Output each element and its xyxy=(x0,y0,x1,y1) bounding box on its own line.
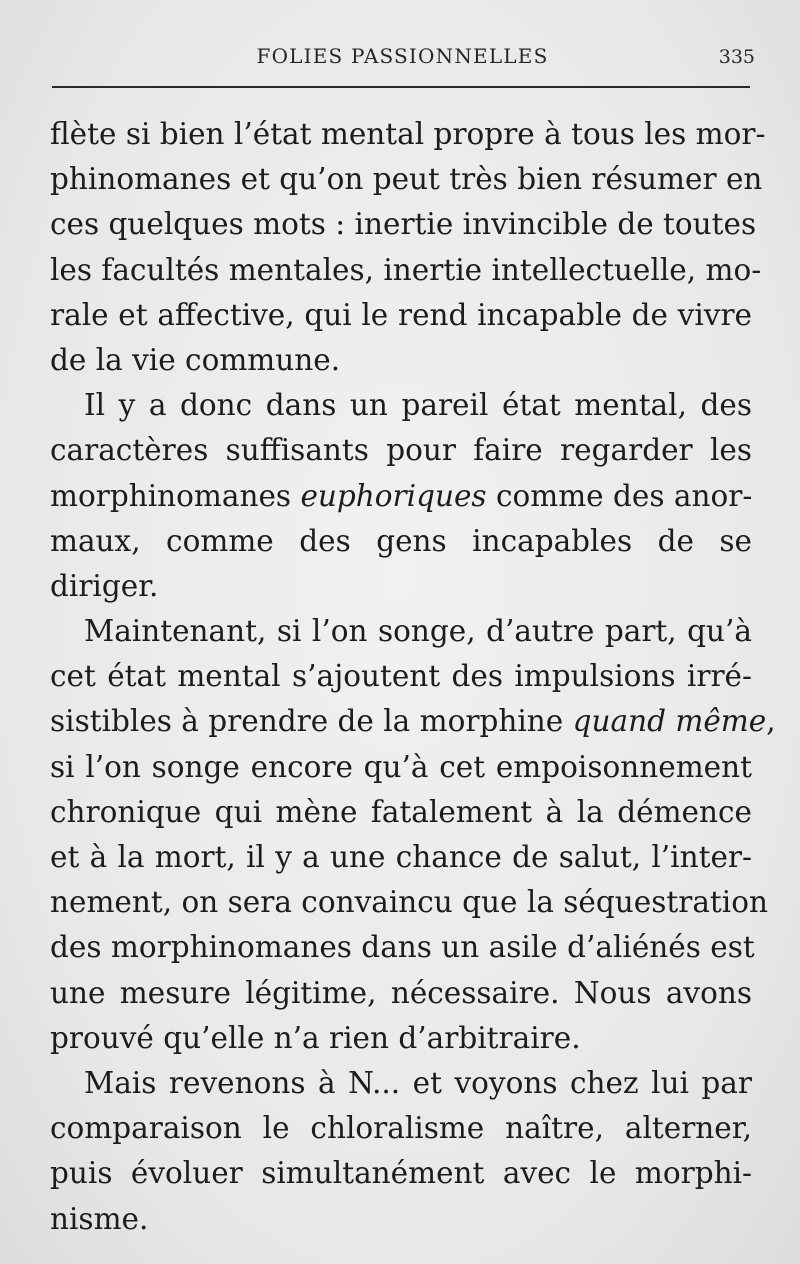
text-line: une mesure légitime, nécessaire. Nous avons xyxy=(50,975,752,1010)
text-line: flète si bien l’état mental propre à tous les mor- xyxy=(50,117,766,151)
text-segment: sistibles à prendre de la morphine xyxy=(50,704,573,739)
italic-term: quand même xyxy=(572,704,767,739)
paragraph-2 xyxy=(50,383,752,609)
text-line: de la vie commune. xyxy=(50,342,341,377)
text-line: phinomanes et qu’on peut très bien résumer en xyxy=(50,162,763,197)
text-line: diriger. xyxy=(50,568,159,603)
running-title: FOLIES PASSIONNELLES xyxy=(256,44,549,68)
page-number: 335 xyxy=(718,46,755,68)
text-line xyxy=(50,474,752,519)
text-line: rale et affective, qui le rend incapable de vivre xyxy=(50,297,752,332)
text-line: maux, comme des gens incapables de se xyxy=(50,523,752,558)
text-line: prouvé qu’elle n’a rien d’arbitraire. xyxy=(50,1020,581,1055)
text-line: cet état mental s’ajoutent des impulsions irré- xyxy=(50,659,752,694)
body-text xyxy=(50,112,776,1242)
header-rule xyxy=(52,86,750,88)
text-segment: , xyxy=(766,704,776,739)
text-line: chronique qui mène fatalement à la démence xyxy=(50,794,752,829)
paragraph-4 xyxy=(50,1061,752,1242)
text-line: ces quelques mots : inertie invincible de toutes xyxy=(50,207,757,242)
text-segment: morphinomanes xyxy=(50,478,301,513)
page-header xyxy=(50,44,755,74)
text-line xyxy=(50,699,776,744)
text-line: des morphinomanes dans un asile d’aliénés est xyxy=(50,930,755,965)
text-line: Il y a donc dans un pareil état mental, des xyxy=(84,388,752,423)
paragraph-1 xyxy=(50,112,766,383)
italic-term: euphoriques xyxy=(300,478,487,513)
text-line: puis évoluer simultanément avec le morphi- xyxy=(50,1156,752,1191)
text-line: Mais revenons à N... et voyons chez lui par xyxy=(84,1065,752,1100)
text-line: comparaison le chloralisme naître, alterner, xyxy=(50,1111,752,1146)
text-line: et à la mort, il y a une chance de salut, l’inter- xyxy=(50,840,752,874)
text-line: Maintenant, si l’on songe, d’autre part, qu’à xyxy=(84,614,752,649)
text-line: caractères suffisants pour faire regarder les xyxy=(50,433,752,468)
text-line: les facultés mentales, inertie intellectuelle, mo- xyxy=(50,252,762,287)
text-line: nisme. xyxy=(50,1201,149,1236)
text-line: nement, on sera convaincu que la séquestration xyxy=(50,885,768,920)
text-line: si l’on songe encore qu’à cet empoisonnement xyxy=(50,749,752,784)
paragraph-3 xyxy=(50,609,776,1061)
text-segment: comme des anor- xyxy=(486,478,753,513)
